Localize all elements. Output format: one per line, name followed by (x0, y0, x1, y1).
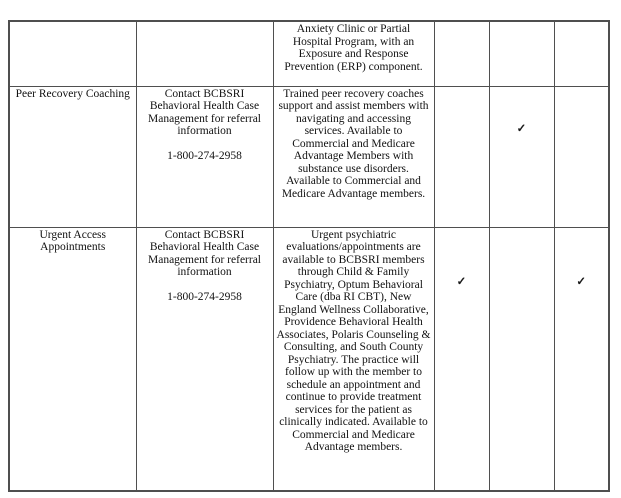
contact-phone-number: 1-800-274-2958 (167, 149, 242, 162)
service-name-cell: Peer Recovery Coaching (9, 86, 136, 227)
contact-instructions: Contact BCBSRI Behavioral Health Case Management for referral information (147, 228, 262, 278)
contact-instructions: Contact BCBSRI Behavioral Health Case Management for referral information (147, 87, 262, 137)
description-cell: Urgent psychiatric evaluations/appointments are available to BCBSRI members through Child & Family Psychiatry, Optum Behavioral Care (dba RI CBT), New England Wellness Collaborative, Providence Behavioral Health Associates, Polaris Counseling & Consulting, and South County Psychiatry. The practice will follow up with the member to schedule an appointment and continue to provide treatment services for the patient as clinically indicated. Available to Commercial and Medicare Advantage members. (273, 227, 434, 491)
description-cell: Trained peer recovery coaches support and assist members with navigating and accessing services. Available to Commercial and Medicare Advantage Members with substance use disorders. Available to Commercial and Medicare Advantage members. (273, 86, 434, 227)
service-name-cell (9, 21, 136, 86)
table-row (9, 227, 609, 491)
checkmark-cell (554, 21, 609, 86)
contact-cell (136, 227, 273, 491)
description-cell: Anxiety Clinic or Partial Hospital Program, with an Exposure and Response Prevention (ERP) component. (273, 21, 434, 86)
contact-cell (136, 21, 273, 86)
checkmark-cell (434, 21, 489, 86)
checkmark-icon: ✓ (554, 227, 609, 491)
checkmark-cell (489, 227, 554, 491)
table-row (9, 21, 609, 86)
contact-cell (136, 86, 273, 227)
contact-phone-number: 1-800-274-2958 (167, 290, 242, 303)
checkmark-cell (554, 86, 609, 227)
checkmark-cell (489, 21, 554, 86)
services-table (8, 20, 610, 492)
checkmark-icon: ✓ (489, 86, 554, 227)
checkmark-cell (434, 86, 489, 227)
service-name-cell: Urgent Access Appointments (9, 227, 136, 491)
table-row (9, 86, 609, 227)
checkmark-icon: ✓ (434, 227, 489, 491)
